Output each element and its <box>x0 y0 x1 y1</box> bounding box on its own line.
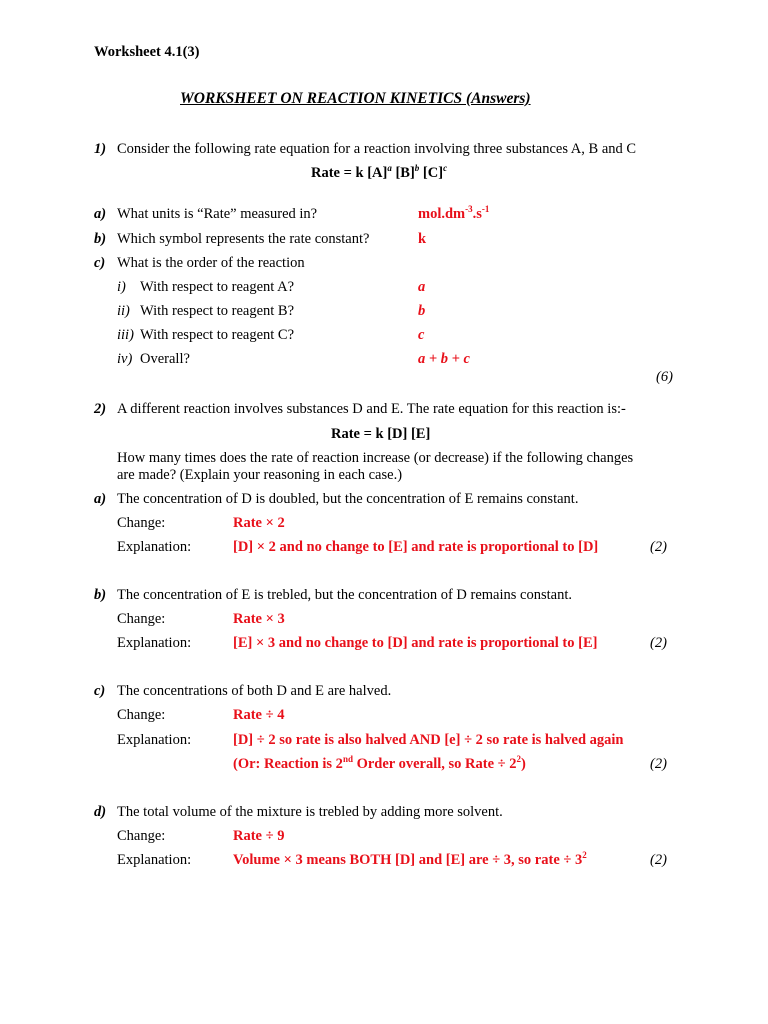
q1c-item-text: With respect to reagent B? <box>140 303 295 319</box>
q2a-marks: (2) <box>650 539 667 555</box>
q2c-change-label: Change: <box>117 707 166 723</box>
q2a-change-label: Change: <box>117 515 166 531</box>
q2-rate-equation: Rate = k [D] [E] <box>331 426 431 442</box>
q2d-change-label: Change: <box>117 828 166 844</box>
q1c-item-text: With respect to reagent C? <box>140 327 295 343</box>
q2b-label: b) <box>94 587 107 603</box>
q2-intro: A different reaction involves substances D and E. The rate equation for this reaction is:- <box>117 401 626 417</box>
q1c-item-answer: a <box>418 279 426 295</box>
q2c-explanation-alt: (Or: Reaction is 2nd Order overall, so Rate ÷ $2^2$) <box>233 754 526 772</box>
q2-question-line: are made? (Explain your reasoning in each case.) <box>117 467 403 483</box>
q2d-explanation-answer: Volume × 3 means BOTH [D] and [E] are ÷ 3, so rate ÷ $3^2$ <box>233 850 587 868</box>
q2b-explanation-label: Explanation: <box>117 635 192 651</box>
q1c-item-answer: b <box>418 303 426 319</box>
q1c-item-answer: c <box>418 327 425 343</box>
q1c-text: What is the order of the reaction <box>117 255 305 271</box>
worksheet-number: Worksheet 4.1(3) <box>94 44 200 60</box>
q1c-item-label: iv) <box>117 351 133 367</box>
q1c-item-label: i) <box>117 279 126 295</box>
q1c-item-text: Overall? <box>140 351 190 367</box>
page-title: WORKSHEET ON REACTION KINETICS (Answers) <box>180 90 531 107</box>
q1c-item-answer: a + b + c <box>418 351 470 367</box>
q2d-marks: (2) <box>650 852 667 868</box>
q1a-text: What units is “Rate” measured in? <box>117 206 318 222</box>
q1b-label: b) <box>94 231 107 247</box>
q2d-label: d) <box>94 804 107 820</box>
q2b-text: The concentration of E is trebled, but the concentration of D remains constant. <box>117 587 572 603</box>
q2-question-line: How many times does the rate of reaction increase (or decrease) if the following changes <box>117 450 634 466</box>
q1-number: 1) <box>94 141 107 157</box>
q2d-text: The total volume of the mixture is trebled by adding more solvent. <box>117 804 503 820</box>
q2c-change-answer: Rate ÷ 4 <box>233 707 285 723</box>
q2a-change-answer: Rate × 2 <box>233 515 285 531</box>
q1b-text: Which symbol represents the rate constant? <box>117 231 370 247</box>
q1-intro: Consider the following rate equation for a reaction involving three substances A, B and C <box>117 141 637 157</box>
q2-number: 2) <box>94 401 107 417</box>
q1c-item-label: iii) <box>117 327 134 343</box>
q1a-answer: $mol.dm^{-3}.s^{-1}$ <box>418 204 490 222</box>
q1b-answer: k <box>418 231 427 247</box>
q1c-label: c) <box>94 255 106 271</box>
q2d-explanation-label: Explanation: <box>117 852 192 868</box>
q2c-text: The concentrations of both D and E are halved. <box>117 683 392 699</box>
q1-rate-equation: Rate = k $[A]^a$ $[B]^b$ $[C]^c$ <box>311 163 448 181</box>
q2c-explanation-label: Explanation: <box>117 732 192 748</box>
q1c-item-label: ii) <box>117 303 130 319</box>
q2c-label: c) <box>94 683 106 699</box>
q2a-explanation-label: Explanation: <box>117 539 192 555</box>
q2b-change-answer: Rate × 3 <box>233 611 285 627</box>
q2a-explanation-answer: [D] × 2 and no change to [E] and rate is proportional to [D] <box>233 539 599 555</box>
q2b-change-label: Change: <box>117 611 166 627</box>
q2a-text: The concentration of D is doubled, but the concentration of E remains constant. <box>117 491 579 507</box>
q1a-label: a) <box>94 206 107 222</box>
q1-marks: (6) <box>656 369 673 385</box>
q2a-label: a) <box>94 491 107 507</box>
q2d-change-answer: Rate ÷ 9 <box>233 828 285 844</box>
q2b-marks: (2) <box>650 635 667 651</box>
q2b-explanation-answer: [E] × 3 and no change to [D] and rate is proportional to [E] <box>233 635 598 651</box>
q1c-item-text: With respect to reagent A? <box>140 279 295 295</box>
q2c-marks: (2) <box>650 756 667 772</box>
q2c-explanation-answer: [D] ÷ 2 so rate is also halved AND [e] ÷ 2 so rate is halved again <box>233 732 624 748</box>
